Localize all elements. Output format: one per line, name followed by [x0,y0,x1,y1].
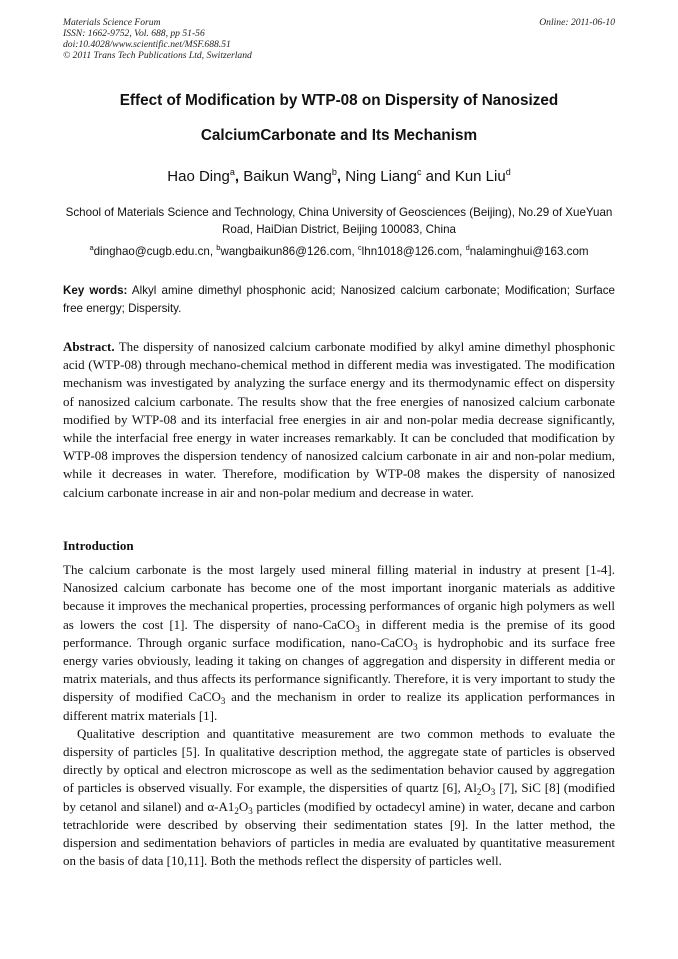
author-separator: , [336,168,346,185]
email-sup: a [89,243,94,252]
author-separator: , [234,168,244,185]
online-date: Online: 2011-06-10 [539,17,615,28]
text-run: and the mechanism in order to realize its application performances in different matrix materials [1]. [63,689,615,723]
journal-header [63,17,615,61]
text-run: [7], SiC [8] (modified by cetanol and silanel) and α-A1 [63,780,615,814]
author-name: Ning Liang [345,168,417,185]
author-sup: c [416,167,422,177]
keywords-text: Alkyl amine dimethyl phosphonic acid; Nanosized calcium carbonate; Modification; Surface free energy; Dispersity. [63,284,615,315]
subscript: 3 [355,623,360,634]
doi-line: doi:10.4028/www.scientific.net/MSF.688.51 [63,39,231,50]
subscript: 3 [220,696,226,707]
email-sup: d [465,243,470,252]
issn-line: ISSN: 1662-9752, Vol. 688, pp 51-56 [63,28,205,39]
email-address[interactable]: wangbaikun86@126.com [220,245,352,258]
author-sup: d [505,167,511,177]
author-name: Baikun Wang [243,168,332,185]
abstract-block [63,338,615,502]
email-separator: , [459,245,466,258]
author-sup: a [229,167,235,177]
subscript: 2 [234,805,239,816]
paper-title-line-2: CalciumCarbonate and Its Mechanism [200,127,478,144]
email-separator: , [351,245,358,258]
email-list [63,244,615,260]
subscript: 3 [490,787,496,798]
intro-paragraph-2 [63,725,615,871]
introduction-body [63,561,615,870]
author-name: Kun Liu [454,168,506,185]
subscript: 3 [248,805,253,816]
author-sup: b [331,167,337,177]
email-address[interactable]: dinghao@cugb.edu.cn [93,245,210,258]
text-run: is hydrophobic and its surface free energy varies obviously, leading it taking on changes of aggregation and dispersity in different media or matrix materials, and thus affects its performance significantly. Therefore, it is very important to study the dispersity of modified CaCO [63,634,615,705]
subscript: 3 [413,641,418,652]
affiliation: School of Materials Science and Technology, China University of Geosciences (Beijing), No.29 of XueYuan Road, HaiDian District, Beijing 100083, China [65,206,613,236]
email-sup: c [357,243,362,252]
email-separator: , [209,245,217,258]
email-address[interactable]: nalaminghui@163.com [469,245,589,258]
text-run: in different media is the premise of its good performance. Through organic surface modification, nano-CaCO [63,616,615,650]
author-list [63,168,615,186]
text-run: O [481,780,491,796]
author-separator: and [421,168,455,185]
keywords-label: Key words: [63,284,128,297]
subscript: 2 [476,787,482,798]
text-run: O [238,798,249,814]
email-address[interactable]: lhn1018@126.com [361,245,460,258]
author-name: Hao Ding [167,168,230,185]
section-heading-introduction: Introduction [63,538,134,553]
intro-paragraph-1 [63,561,615,725]
email-sup: b [216,243,221,252]
abstract-text: The dispersity of nanosized calcium carbonate modified by alkyl amine dimethyl phosphonic acid (WTP-08) through mechano-chemical method in different media was investigated. The modification mechanism was investigated by analyzing the surface energy and its thermodynamic effect on dispersity of nanosized calcium carbonate. The results show that the free energies of nanosized calcium carbonate modified by WTP-08 and its interfacial free energies in air and non-polar media decrease significantly, while the interfacial free energy in water increases remarkably. It can be concluded that modification by WTP-08 improves the dispersion tendency of nanosized calcium carbonate in air and non-polar medium, while it decreases in water. Therefore, modification by WTP-08 makes the dispersity of nanosized calcium carbonate increase in air and non-polar medium and decrease in water. [63,339,616,500]
paper-title-line-1: Effect of Modification by WTP-08 on Dispersity of Nanosized [119,92,559,109]
text-run: particles (modified by octadecyl amine) in water, decane and carbon tetrachloride were described by observing their sedimentation states [9]. In the latter method, the dispersion and sedimentation behaviors of particles in media are evaluated by quantitative measurement on the basis of data [10,11]. Both the methods reflect the dispersity of particles well. [63,798,615,869]
text-run: The calcium carbonate is the most largely used mineral filling material in industry at present [1-4]. Nanosized calcium carbonate has become one of the most important inorganic materials as additive because it improves the mechanical properties, processing performances of organic high polymers as well as lowers the cost [1]. The dispersity of nano-CaCO [63,562,615,632]
keywords-block [63,282,615,318]
text-run: Qualitative description and quantitative measurement are two common methods to evaluate the dispersity of particles [5]. In qualitative description method, the aggregate state of particles is observed directly by optical and electron microscope as well as the sedimentation behavior caused by aggregation of particles is observed visually. For example, the dispersities of quartz [6], Al [63,725,615,796]
copyright-line: © 2011 Trans Tech Publications Ltd, Switzerland [63,50,252,61]
abstract-label: Abstract. [63,339,115,354]
journal-name: Materials Science Forum [63,17,161,28]
